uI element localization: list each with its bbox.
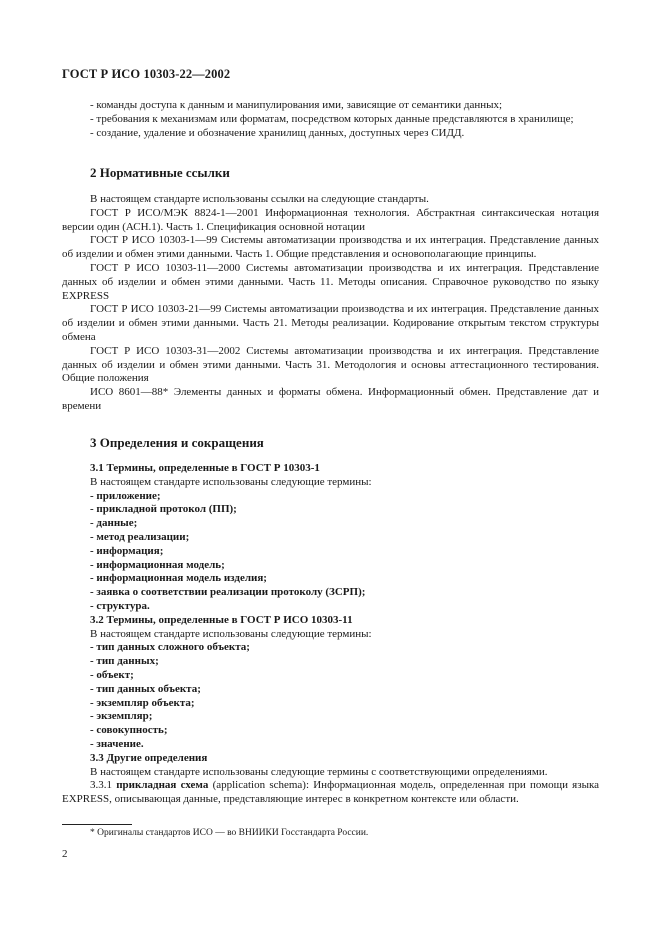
term-item: - тип данных; bbox=[90, 655, 159, 668]
reference-paragraph: ИСО 8601—88* Элементы данных и форматы обмена. Информационный обмен. Представление дат и времени bbox=[62, 386, 599, 412]
term-item: - информация; bbox=[90, 544, 164, 557]
subsection-3-1-title: 3.1 Термины, определенные в ГОСТ Р 10303-1 bbox=[90, 462, 320, 474]
section-2-heading: 2 Нормативные ссылки bbox=[90, 165, 230, 180]
term-item: - информационная модель изделия; bbox=[90, 572, 267, 585]
definition-3-3-1 bbox=[62, 779, 599, 807]
term-item: - заявка о соответствии реализации протоколу (ЗСРП); bbox=[90, 586, 366, 599]
term-item: - информационная модель; bbox=[90, 558, 225, 571]
term-item: - тип данных сложного объекта; bbox=[90, 641, 250, 654]
subsection-3-3-title: 3.3 Другие определения bbox=[90, 751, 208, 764]
definition-number: 3.3.1 bbox=[90, 779, 112, 792]
term-item: - прикладной протокол (ПП); bbox=[90, 503, 237, 516]
section-2-body bbox=[62, 193, 599, 414]
definition-term: прикладная схема bbox=[116, 779, 209, 792]
term-item: - экземпляр объекта; bbox=[90, 696, 195, 709]
intro-list bbox=[62, 99, 599, 140]
subsection-intro: В настоящем стандарте использованы следующие термины: bbox=[90, 627, 372, 640]
document-header: ГОСТ Р ИСО 10303-22—2002 bbox=[62, 67, 231, 81]
reference-paragraph: ГОСТ Р ИСО/МЭК 8824-1—2001 Информационная технология. Абстрактная синтаксическая нотация версии один (АСН.1). Часть 1. Спецификация основной нотации bbox=[62, 206, 599, 233]
term-item: - совокупность; bbox=[90, 724, 168, 737]
definition-text: (application schema): Информационная модель, определенная при помощи языка EXPRESS, описывающая данные, представляющие интерес в конкретном контексте или области. bbox=[62, 779, 600, 806]
subsection-3-2-title: 3.2 Термины, определенные в ГОСТ Р ИСО 10303-11 bbox=[90, 613, 353, 626]
term-item: - структура. bbox=[90, 599, 150, 612]
reference-paragraph: В настоящем стандарте использованы ссылки на следующие стандарты. bbox=[90, 193, 429, 205]
section-3-heading: 3 Определения и сокращения bbox=[90, 435, 264, 450]
term-item: - экземпляр; bbox=[90, 710, 153, 723]
term-item: - значение. bbox=[90, 737, 144, 750]
term-item: - приложение; bbox=[90, 489, 161, 502]
intro-item: - создание, удаление и обозначение хранилищ данных, доступных через СИДД. bbox=[90, 126, 465, 139]
term-item: - объект; bbox=[90, 668, 134, 681]
term-item: - данные; bbox=[90, 517, 138, 530]
footnote: * Оригиналы стандартов ИСО — во ВНИИКИ Госстандарта России. bbox=[90, 828, 369, 838]
reference-paragraph: ГОСТ Р ИСО 10303-1—99 Системы автоматизации производства и их интеграция. Представление данных об изделии и обмен этими данными. Часть 1. Общие представления и основополагающие принципы. bbox=[62, 234, 599, 261]
intro-item: - команды доступа к данным и манипулирования ими, зависящие от семантики данных; bbox=[90, 99, 503, 111]
subsection-intro: В настоящем стандарте использованы следующие термины с соответствующими определениями. bbox=[90, 765, 548, 778]
term-item: - тип данных объекта; bbox=[90, 682, 201, 695]
page-number: 2 bbox=[62, 848, 68, 860]
intro-item: - требования к механизмам или форматам, посредством которых данные представляются в хранилище; bbox=[90, 112, 574, 125]
reference-paragraph: ГОСТ Р ИСО 10303-31—2002 Системы автоматизации производства и их интеграция. Представление данных об изделии и обмен этими данными. Часть 31. Методология и основы аттестационного тестирования. Общие положения bbox=[62, 344, 599, 385]
term-item: - метод реализации; bbox=[90, 530, 190, 543]
section-3-body bbox=[62, 462, 599, 807]
subsection-intro: В настоящем стандарте использованы следующие термины: bbox=[90, 475, 372, 488]
reference-paragraph: ГОСТ Р ИСО 10303-21—99 Системы автоматизации производства и их интеграция. Представление данных об изделии и обмен этими данными. Часть 21. Методы реализации. Кодирование открытым текстом структуры обмена bbox=[62, 303, 599, 343]
reference-paragraph: ГОСТ Р ИСО 10303-11—2000 Системы автоматизации производства и их интеграция. Представление данных об изделии и обмен этими данными. Часть 11. Методы описания. Справочное руководство по языку EXPRESS bbox=[62, 261, 599, 302]
footnote-divider bbox=[62, 824, 132, 825]
